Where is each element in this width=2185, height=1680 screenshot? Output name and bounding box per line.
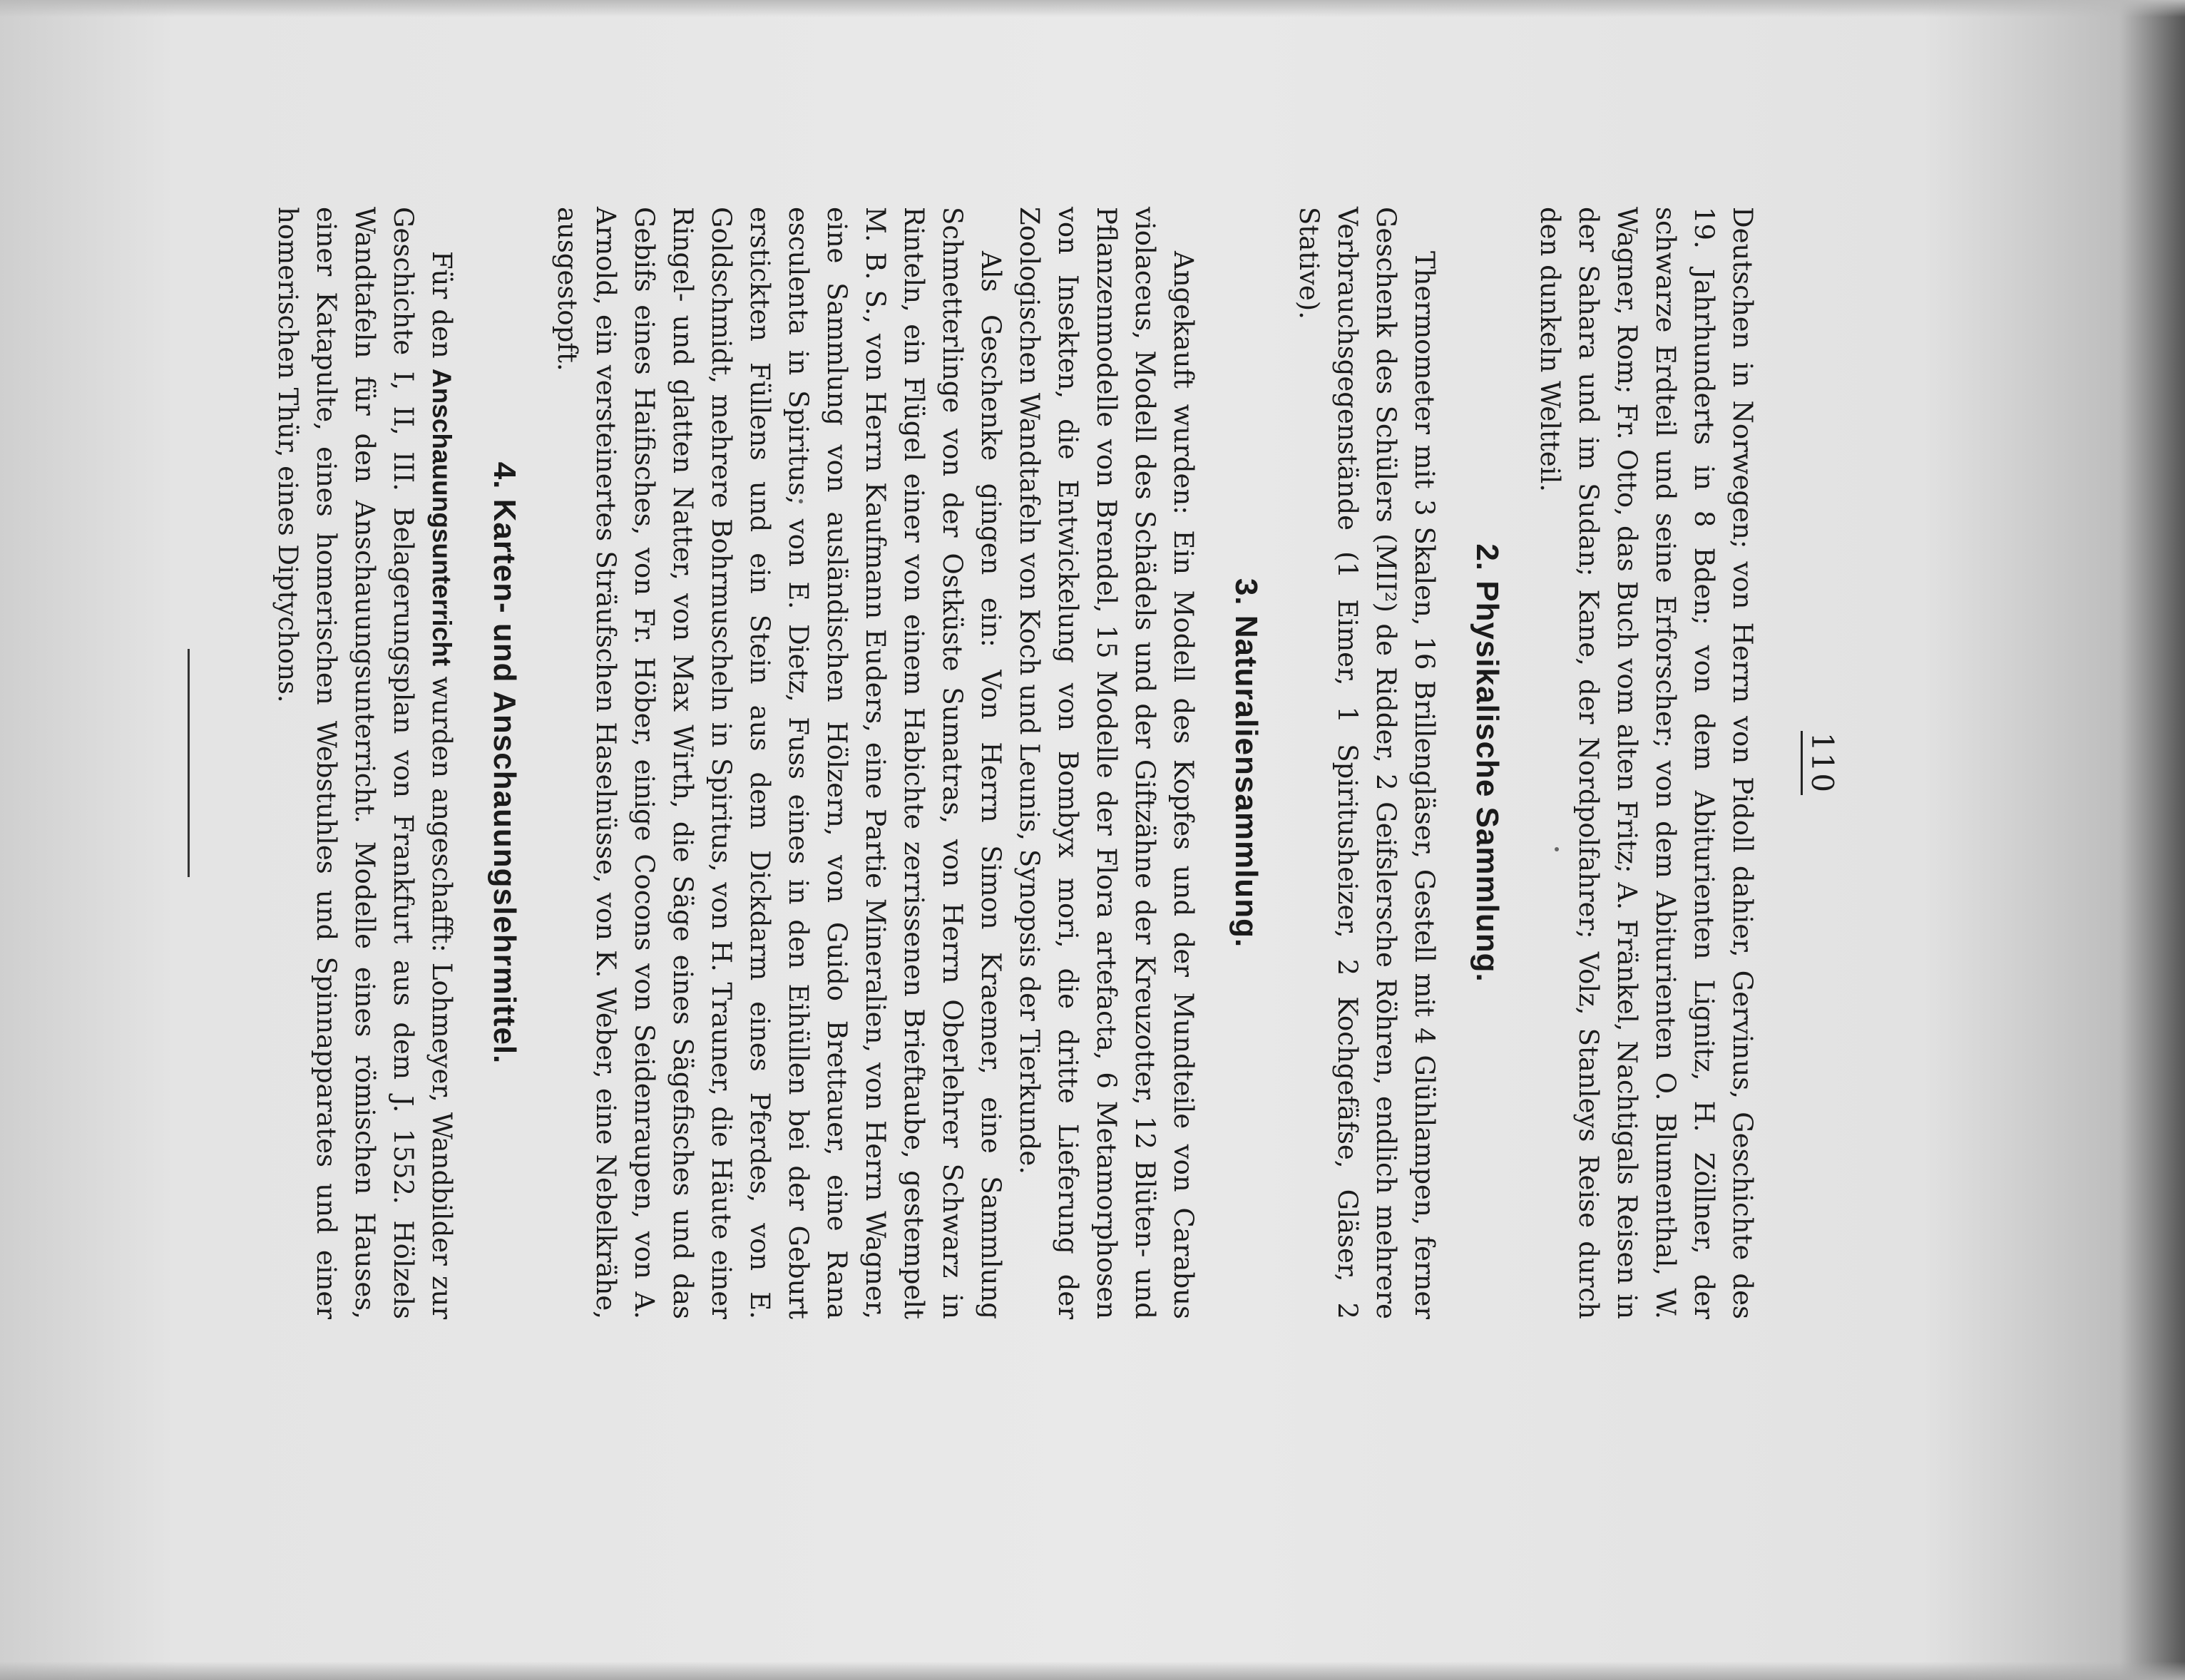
paragraph-physical-collection: Thermometer mit 3 Skalen, 16 Brillengläser, Gestell mit 4 Glühlampen, ferner Geschenk des Schülers (MII²) de Ridder, 2 Geifslersche Röhren, endlich mehrere Verbrauchsgegenstände (1 Eimer, 1 Spiritusheizer, 2 Kochgefäfse, Gläser, 2 Stative). <box>1294 207 1440 1319</box>
paragraph-gifts: Als Geschenke gingen ein: Von Herrn Simon Kraemer, eine Sammlung Schmetterlinge von der Ostküste Sumatras, von Herrn Oberlehrer Schwarz in Rinteln, ein Flügel einer von einem Habichte zerrissenen Brieftaube, gestempelt M. B. S., von Herrn Kaufmann Euders, eine Partie Mineralien, von Herrn Wagner, eine Sammlung von ausländischen Hölzern, von Guido Brettauer, eine Rana esculenta in Spiritus, von E. Dietz, Fuss eines in den Eihüllen bei der Geburt erstickten Füllens und ein Stein aus dem Dickdarm eines Pferdes, von E. Goldschmidt, mehrere Bohrmuscheln in Spiritus, von H. Trauner, die Häute einer Ringel- und glatten Natter, von Max Wirth, die Säge eines Sägefisches und das Gebifs eines Haifisches, von Fr. Höber, einige Cocons von Seidenraupen, von A. Arnold, ein versteinertes Sträufschen Haselnüsse, von K. Weber, eine Nebelkrähe, ausgestopft. <box>552 207 1006 1319</box>
paragraph-teaching-aids-rest: wurden angeschafft: Lohmeyer, Wandbilder zur Geschichte I, II, III. Belagerungsplan von Frankfurt aus dem J. 1552. Hölzels Wandtafeln für den Anschauungsunterricht. Modelle eines römischen Hauses, einer Katapulte, eines homerischen Webstuhles und Spinnapparates und einer homerischen Thür, eines Diptychons. <box>272 207 457 1319</box>
page-number-rule <box>1801 731 1803 795</box>
page-number: 110 <box>1805 732 1840 794</box>
paragraph-purchased-items: Angekauft wurden: Ein Modell des Kopfes und der Mundteile von Carabus violaceus, Modell des Schädels und der Giftzähne der Kreuzotter, 12 Blüten- und Pflanzenmodelle von Brendel, 15 Modelle der Flora artefacta, 6 Metamorphosen von Insekten, die Entwickelung von Bombyx mori, die dritte Lieferung der Zoologischen Wandtafeln von Koch und Leunis, Synopsis der Tierkunde. <box>1014 207 1199 1319</box>
page-body <box>188 207 1761 1319</box>
heading-maps-and-teaching-aids: 4. Karten- und Anschauungslehrmittel. <box>487 461 522 1065</box>
paragraph-library-donations: Deutschen in Norwegen; von Herrn von Pidoll dahier, Gervinus, Geschichte des 19. Jahrhunderts in 8 Bden; von dem Abiturienten Lignitz, H. Zöllner, der schwarze Erdteil und seine Erforscher; von dem Abiturienten O. Blumenthal, W. Wagner, Rom; Fr. Otto, das Buch vom alten Fritz; A. Fränkel, Nachtigals Reisen in der Sahara und im Sudan; Kane, der Nordpolfahrer; Volz, Stanleys Reise durch den dunkeln Weltteil. <box>1535 207 1758 1319</box>
paragraph-teaching-aids <box>268 207 461 1319</box>
heading-natural-history-collection: 3. Naturaliensammlung. <box>1229 578 1264 948</box>
paragraph-teaching-aids-start: Für den <box>426 251 457 359</box>
paragraph-teaching-aids-bold: Anschauungsunterricht <box>427 368 456 667</box>
scan-edge-top <box>0 0 2185 17</box>
document-page <box>272 36 1990 1490</box>
end-rule <box>188 649 190 877</box>
heading-physical-collection: 2. Physikalische Sammlung. <box>1470 543 1505 983</box>
scan-edge-bottom <box>0 1661 2185 1680</box>
